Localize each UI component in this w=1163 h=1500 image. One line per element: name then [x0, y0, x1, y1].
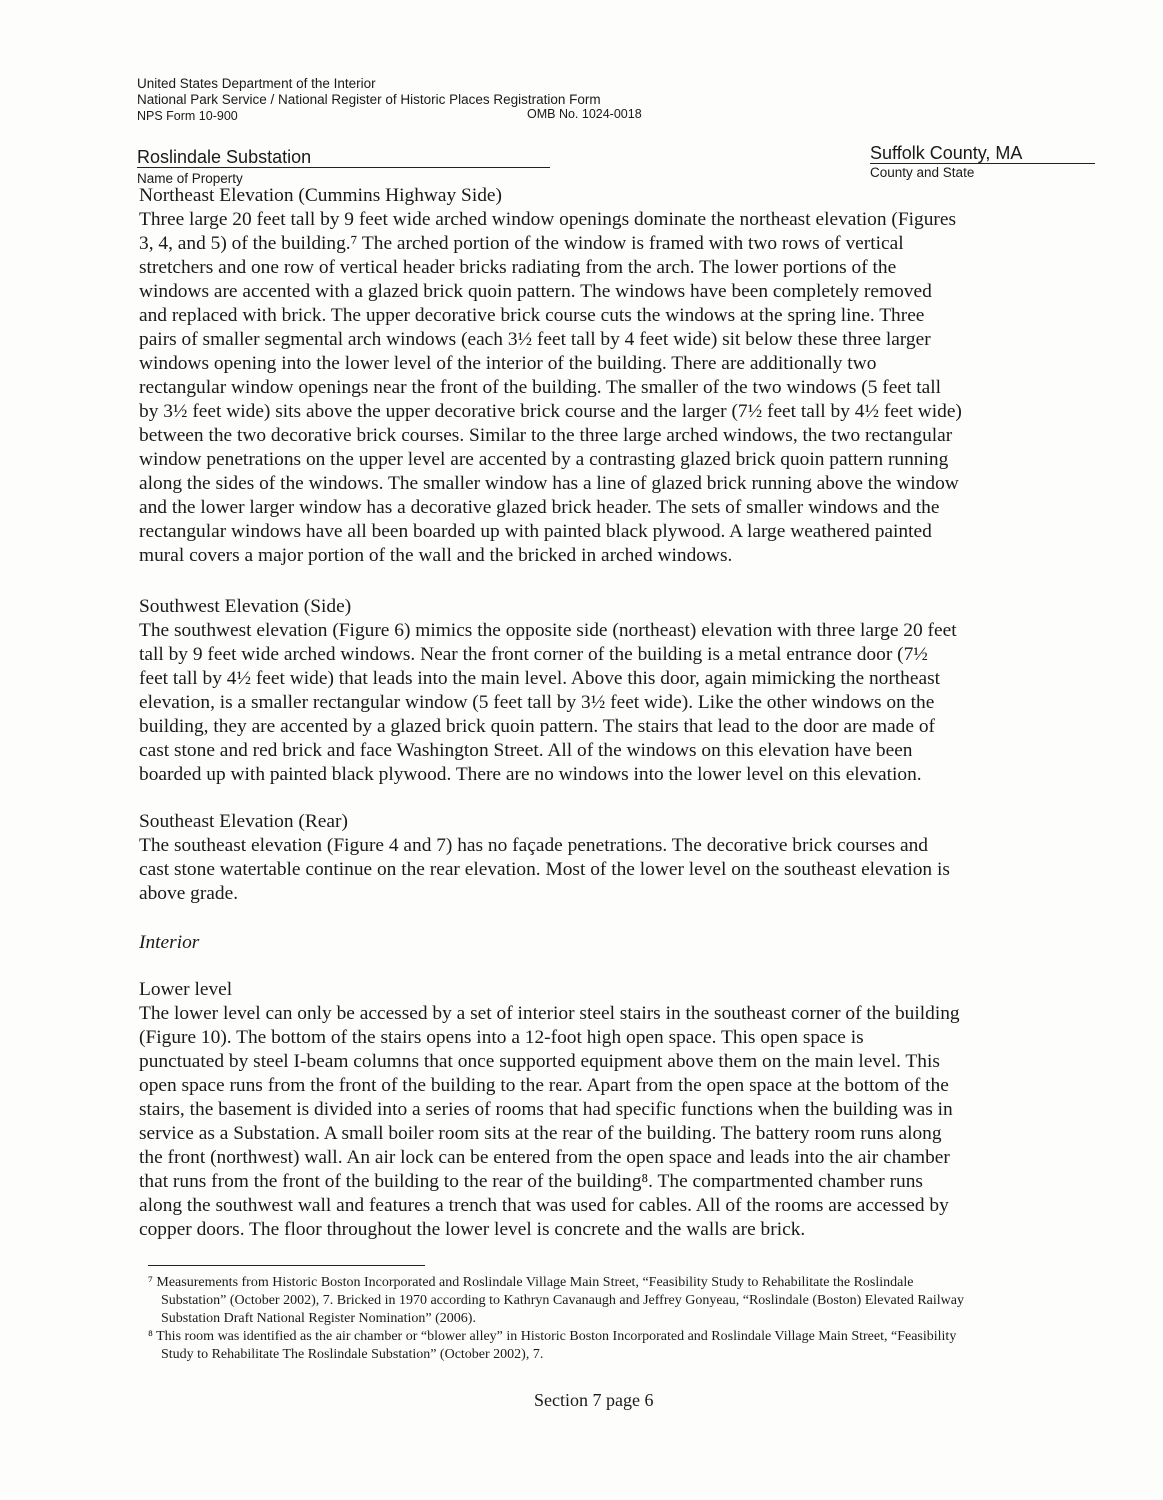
paragraph-line: The lower level can only be accessed by a set of interior steel stairs in the southeast corner of the building: [139, 1003, 960, 1024]
paragraph-line: cast stone watertable continue on the rear elevation. Most of the lower level on the southeast elevation is: [139, 859, 950, 880]
paragraph-line: The southwest elevation (Figure 6) mimics the opposite side (northeast) elevation with three large 20 feet: [139, 620, 957, 641]
footnote-line: Substation Draft National Register Nomination” (2006).: [161, 1311, 476, 1326]
section: [139, 978, 960, 1242]
agency-line: United States Department of the Interior: [137, 76, 376, 91]
property-name: Roslindale Substation: [137, 147, 312, 167]
paragraph-line: stairs, the basement is divided into a series of rooms that had specific functions when the building was in: [139, 1099, 953, 1120]
paragraph-line: building, they are accented by a glazed brick quoin pattern. The stairs that lead to the door are made of: [139, 716, 935, 737]
section: [139, 184, 962, 568]
paragraph-line: Three large 20 feet tall by 9 feet wide arched window openings dominate the northeast elevation (Figures: [139, 209, 957, 230]
paragraph-line: between the two decorative brick courses. Similar to the three large arched windows, the two rectangular: [139, 425, 953, 446]
property-name-underline: [137, 167, 550, 168]
paragraph-line: copper doors. The floor throughout the lower level is concrete and the walls are brick.: [139, 1219, 806, 1240]
paragraph-line: pairs of smaller segmental arch windows (each 3½ feet tall by 4 feet wide) sit below these three larger: [139, 329, 931, 350]
paragraph-line: along the sides of the windows. The smaller window has a line of glazed brick running above the window: [139, 473, 959, 494]
footnote-line: Substation” (October 2002), 7. Bricked in 1970 according to Kathryn Cavanaugh and Jeffrey Gonyeau, “Roslindale (Boston) Elevated Railway: [161, 1293, 964, 1308]
footnote-separator: [148, 1265, 425, 1266]
paragraph-line: 3, 4, and 5) of the building.⁷ The arched portion of the window is framed with two rows of vertical: [139, 233, 904, 254]
paragraph-line: (Figure 10). The bottom of the stairs opens into a 12-foot high open space. This open space is: [139, 1027, 864, 1048]
paragraph-line: the front (northwest) wall. An air lock can be entered from the open space and leads into the air chamber: [139, 1147, 950, 1168]
paragraph-line: by 3½ feet wide) sits above the upper decorative brick course and the larger (7½ feet tall by 4½ feet wide): [139, 401, 962, 422]
section-heading: Interior: [139, 932, 200, 953]
county-underline: [870, 163, 1095, 164]
paragraph-line: that runs from the front of the building to the rear of the building⁸. The compartmented chamber runs: [139, 1171, 923, 1192]
section-heading: Southeast Elevation (Rear): [139, 811, 348, 832]
property-name-label: Name of Property: [137, 171, 243, 186]
form-title-line: National Park Service / National Register of Historic Places Registration Form: [137, 92, 601, 107]
footnote-line: Study to Rehabilitate The Roslindale Substation” (October 2002), 7.: [161, 1347, 544, 1362]
paragraph-line: service as a Substation. A small boiler room sits at the rear of the building. The battery room runs along: [139, 1123, 942, 1144]
paragraph-line: open space runs from the front of the building to the rear. Apart from the open space at the bottom of the: [139, 1075, 949, 1096]
paragraph-line: boarded up with painted black plywood. There are no windows into the lower level on this elevation.: [139, 764, 922, 785]
footnotes: [148, 1274, 964, 1364]
paragraph-line: windows are accented with a glazed brick quoin pattern. The windows have been completely removed: [139, 281, 932, 302]
paragraph-line: along the southwest wall and features a trench that was used for cables. All of the rooms are accessed by: [139, 1195, 949, 1216]
footnote-line: ⁷ Measurements from Historic Boston Incorporated and Roslindale Village Main Street, “Feasibility Study to Rehabilitate the Roslindale: [148, 1275, 914, 1290]
paragraph-line: and replaced with brick. The upper decorative brick course cuts the windows at the spring line. Three: [139, 305, 925, 326]
section: [139, 810, 950, 906]
section-heading: Southwest Elevation (Side): [139, 596, 352, 617]
section: [139, 595, 957, 787]
paragraph-line: and the lower larger window has a decorative glazed brick header. The sets of smaller windows and the: [139, 497, 940, 518]
paragraph-line: rectangular window openings near the front of the building. The smaller of the two windows (5 feet tall: [139, 377, 941, 398]
paragraph-line: above grade.: [139, 883, 239, 904]
footnote-line: ⁸ This room was identified as the air chamber or “blower alley” in Historic Boston Incorporated and Roslindale Village Main Street, “Feasibility: [148, 1329, 957, 1344]
paragraph-line: mural covers a major portion of the wall and the bricked in arched windows.: [139, 545, 733, 566]
paragraph-line: stretchers and one row of vertical header bricks radiating from the arch. The lower portions of the: [139, 257, 897, 278]
form-number: NPS Form 10-900: [137, 109, 238, 123]
paragraph-line: rectangular windows have all been boarded up with painted black plywood. A large weathered painted: [139, 521, 932, 542]
paragraph-line: The southeast elevation (Figure 4 and 7) has no façade penetrations. The decorative brick courses and: [139, 835, 928, 856]
paragraph-line: cast stone and red brick and face Washington Street. All of the windows on this elevation have been: [139, 740, 913, 761]
paragraph-line: window penetrations on the upper level are accented by a contrasting glazed brick quoin pattern running: [139, 449, 949, 470]
section: [139, 931, 199, 955]
county-state-label: County and State: [870, 165, 975, 180]
county-state: Suffolk County, MA: [870, 143, 1023, 163]
paragraph-line: tall by 9 feet wide arched windows. Near the front corner of the building is a metal entrance door (7½: [139, 644, 928, 665]
paragraph-line: feet tall by 4½ feet wide) that leads into the main level. Above this door, again mimicking the northeast: [139, 668, 941, 689]
page-number: Section 7 page 6: [534, 1390, 654, 1410]
section-heading: Northeast Elevation (Cummins Highway Side): [139, 185, 502, 206]
paragraph-line: elevation, is a smaller rectangular window (5 feet tall by 3½ feet wide). Like the other windows on the: [139, 692, 935, 713]
omb-number: OMB No. 1024-0018: [527, 107, 642, 121]
paragraph-line: windows opening into the lower level of the interior of the building. There are additionally two: [139, 353, 877, 374]
section-heading: Lower level: [139, 979, 233, 1000]
paragraph-line: punctuated by steel I-beam columns that once supported equipment above them on the main level. This: [139, 1051, 940, 1072]
